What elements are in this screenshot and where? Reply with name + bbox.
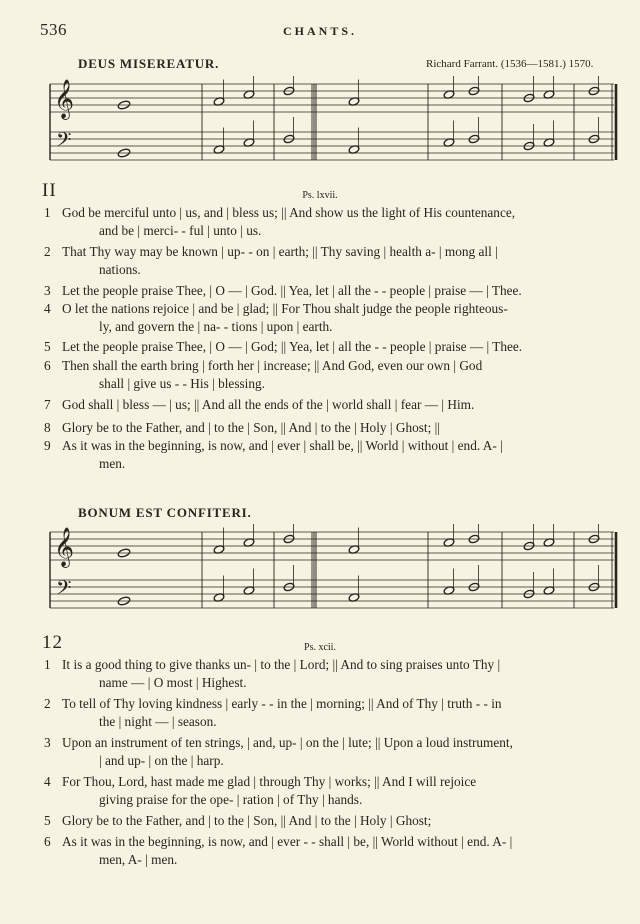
chant-number: 12: [42, 632, 63, 653]
verse-number: 3: [44, 283, 51, 298]
verse-line: As it was in the beginning, is now, and | ever - - shall | be, || World without | end. A- |: [62, 834, 513, 849]
verse-line: O let the nations rejoice | and be | glad; || For Thou shalt judge the people righteous-: [62, 301, 508, 316]
verse-line: giving praise for the ope- | ration | of Thy | hands.: [99, 792, 363, 807]
verse-line: For Thou, Lord, hast made me glad | through Thy | works; || And I will rejoice: [62, 774, 477, 789]
svg-text:𝄞: 𝄞: [54, 79, 75, 119]
verse: [44, 656, 614, 692]
verse-number: 4: [44, 774, 51, 789]
verse-line: ly, and govern the | na- - tions | upon | earth.: [99, 319, 333, 334]
verse-line: and be | merci- - ful | unto | us.: [99, 223, 262, 238]
verse: [44, 833, 614, 869]
verse-number: 8: [44, 420, 51, 435]
verse: [44, 243, 614, 279]
verse-line: name — | O most | Highest.: [99, 675, 247, 690]
verse-number: 1: [44, 205, 51, 220]
verse-line: nations.: [99, 262, 141, 277]
verse-line: | and up- | on the | harp.: [99, 753, 224, 768]
verse-number: 5: [44, 339, 51, 354]
verse-line: Glory be to the Father, and | to the | Son, || And | to the | Holy | Ghost; ||: [62, 420, 440, 435]
verse: [44, 695, 614, 731]
verse-line: As it was in the beginning, is now, and | ever | shall be, || World | without | end. A- |: [62, 438, 503, 453]
verse-number: 6: [44, 358, 51, 373]
verse-line: That Thy way may be known | up- - on | earth; || Thy saving | health a- | mong all |: [62, 244, 498, 259]
music-score: [44, 76, 618, 172]
verse: [44, 437, 614, 473]
verse-line: men.: [99, 456, 126, 471]
verse-line: God be merciful unto | us, and | bless us; || And show us the light of His countenance,: [62, 205, 516, 220]
verse: [44, 204, 614, 240]
verse-line: shall | give us - - His | blessing.: [99, 376, 265, 391]
verse: [44, 419, 614, 437]
verse-number: 2: [44, 244, 51, 259]
verse: [44, 812, 614, 830]
verse-line: Glory be to the Father, and | to the | Son, || And | to the | Holy | Ghost;: [62, 813, 432, 828]
verse-line: God shall | bless — | us; || And all the ends of the | world shall | fear — | Him.: [62, 397, 475, 412]
verse-number: 2: [44, 696, 51, 711]
verse-line: the | night — | season.: [99, 714, 217, 729]
chant-number: II: [42, 180, 57, 201]
verse: [44, 300, 614, 336]
verse: [44, 773, 614, 809]
chant-title: DEUS MISEREATUR.: [78, 56, 220, 71]
svg-text:𝄞: 𝄞: [54, 527, 75, 567]
music-score: [44, 524, 618, 624]
composer-credit: Richard Farrant. (1536—1581.) 1570.: [426, 58, 594, 70]
verse-number: 5: [44, 813, 51, 828]
verse: [44, 396, 614, 414]
svg-text:𝄢: 𝄢: [56, 128, 72, 156]
verse-number: 6: [44, 834, 51, 849]
verse-number: 9: [44, 438, 51, 453]
verse-line: To tell of Thy loving kindness | early - - in the | morning; || And of Thy | truth - - in: [62, 696, 502, 711]
verse: [44, 338, 614, 356]
verse-line: men, A- | men.: [99, 852, 178, 867]
svg-text:𝄢: 𝄢: [56, 576, 72, 604]
verse-line: Let the people praise Thee, | O — | God; || Yea, let | all the - - people | praise — | Thee.: [62, 339, 523, 354]
verse-line: Upon an instrument of ten strings, | and, up- | on the | lute; || Upon a loud instrument,: [62, 735, 513, 750]
verse-line: Then shall the earth bring | forth her | increase; || And God, even our own | God: [62, 358, 483, 373]
verse-number: 1: [44, 657, 51, 672]
verse-number: 3: [44, 735, 51, 750]
psalm-reference: Ps. xcii.: [304, 642, 336, 653]
verse-line: It is a good thing to give thanks un- | to the | Lord; || And to sing praises unto Thy |: [62, 657, 501, 672]
verse-line: Let the people praise Thee, | O — | God. || Yea, let | all the - - people | praise — | Thee.: [62, 283, 522, 298]
verse: [44, 357, 614, 393]
psalm-reference: Ps. lxvii.: [302, 190, 338, 201]
running-head: CHANTS.: [282, 24, 357, 38]
verse-number: 4: [44, 301, 51, 316]
page-number: 536: [40, 20, 67, 39]
verse: [44, 282, 614, 300]
chant-title: BONUM EST CONFITERI.: [78, 505, 252, 520]
verse-number: 7: [44, 397, 51, 412]
verse: [44, 734, 614, 770]
